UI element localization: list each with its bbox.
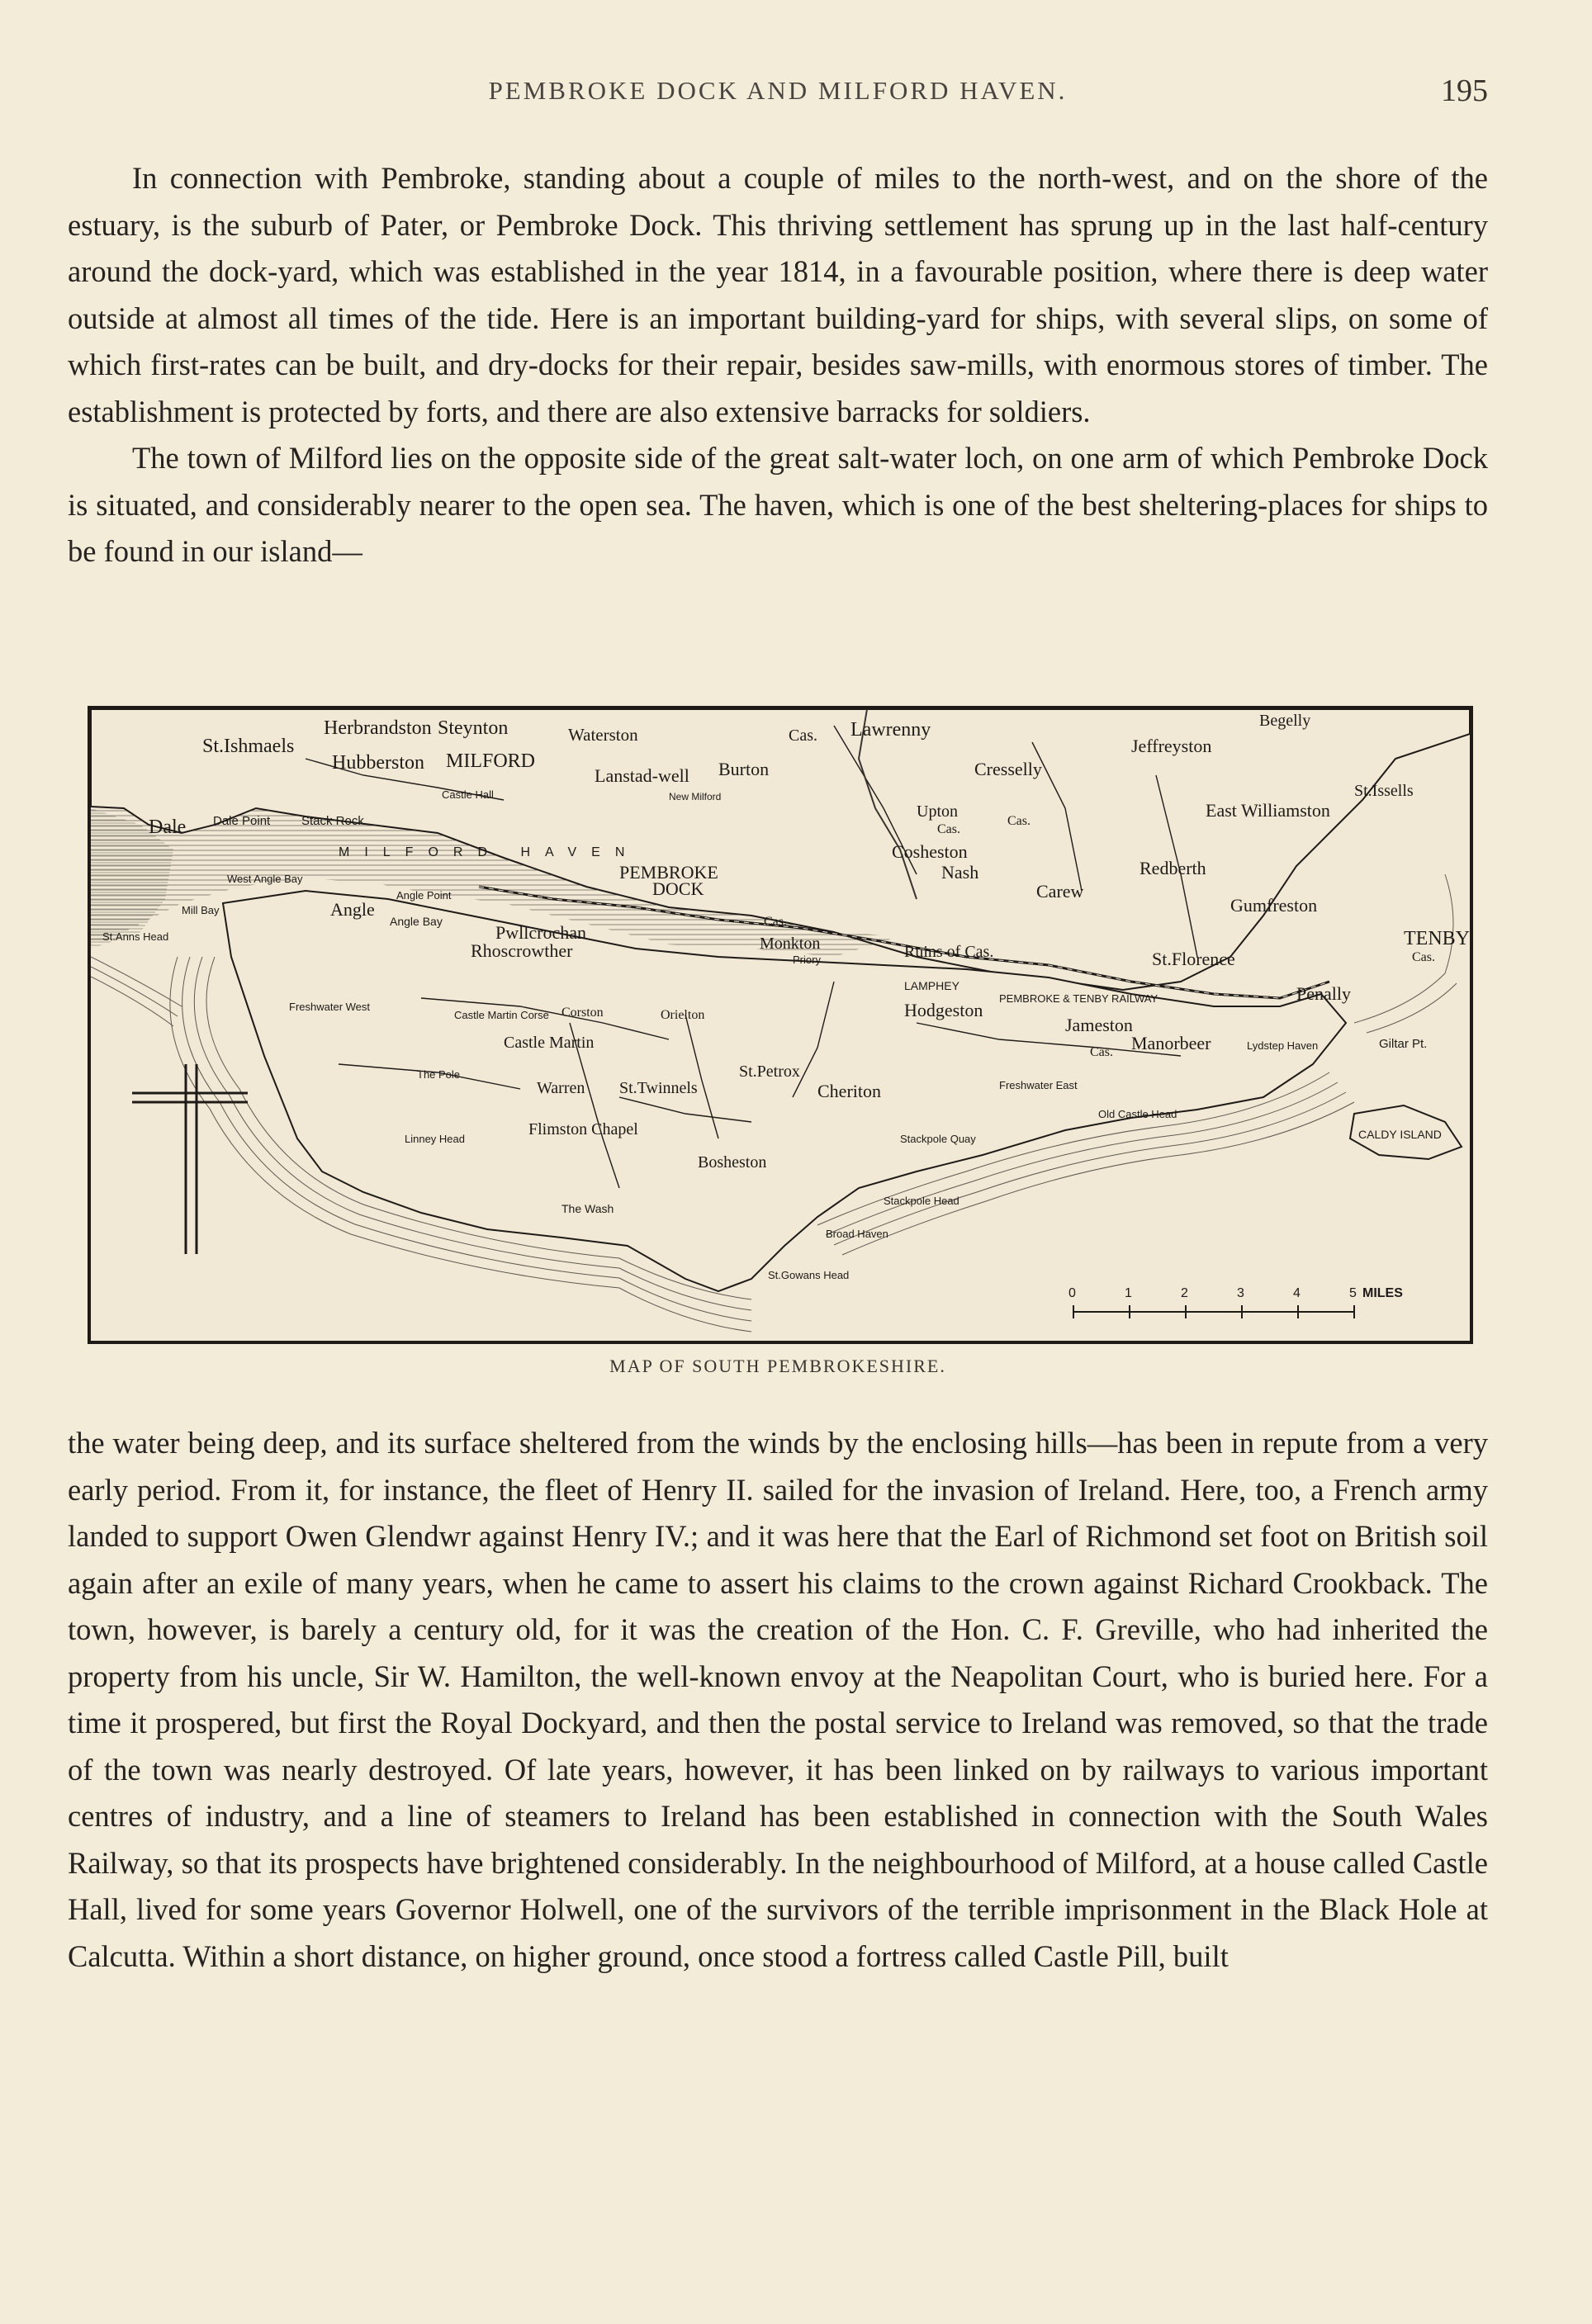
map-label: Cheriton — [817, 1081, 881, 1101]
scale-bar — [1068, 1286, 1403, 1318]
map-label: Penally — [1296, 983, 1351, 1004]
page-number: 195 — [1441, 73, 1488, 108]
map-label: St.Petrox — [739, 1063, 800, 1081]
map-label: Begelly — [1259, 712, 1311, 730]
running-head — [68, 73, 1488, 109]
map-label: New Milford — [669, 791, 722, 802]
map-label: Cas. — [1412, 950, 1435, 964]
map-label: St.Gowans Head — [768, 1269, 850, 1281]
map-label: Castle Martin Corse — [454, 1009, 549, 1021]
map-label: Bosheston — [698, 1153, 767, 1171]
map-label: St.Ishmaels — [202, 736, 295, 757]
paragraph: the water being deep, and its surface sheltered from the winds by the enclosing hills—has been in repute from a very early period. From it, for instance, the fleet of Henry II. sailed for the invasion of Ireland. Here, too, a French army landed to support Owen Glendwr against Henry IV.; and it was here that the Earl of Richmond set foot on British soil again after an exile of many years, when he came to assert his claims to the crown against Richard Crookback. The town, however, is barely a century old, for it was the creation of the Hon. C. F. Greville, who had inherited the property from his uncle, Sir W. Hamilton, the well-known envoy at the Neapolitan Court, who is buried here. For a time it prospered, but first the Royal Dockyard, and then the postal service to Ireland was removed, so that the trade of the town was nearly destroyed. Of late years, however, it has been linked on by railways to various important centres of industry, and a line of steamers to Ireland has been established in connection with the South Wales Railway, so that its prospects have brightened considerably. In the neighbourhood of Milford, at a house called Castle Hall, lived for some years Governor Holwell, one of the survivors of the terrible imprisonment in the Black Hole at Calcutta. Within a short distance, on higher ground, once stood a fortress called Castle Pill, built — [68, 1426, 1488, 1973]
map-label: Herbrandston — [324, 717, 432, 739]
map-label: Nash — [941, 862, 979, 883]
running-title: PEMBROKE DOCK AND MILFORD HAVEN. — [488, 76, 1068, 105]
map-label: Angle Point — [396, 889, 452, 902]
scale-tick-label: 1 — [1125, 1286, 1132, 1300]
map-label: Cas. — [764, 915, 787, 929]
map-label: Lydstep Haven — [1247, 1039, 1319, 1052]
map-label: Jameston — [1065, 1015, 1133, 1035]
map-label: Pwllcrochan — [495, 922, 586, 943]
map-label: Freshwater West — [289, 1001, 371, 1013]
map-label: West Angle Bay — [227, 873, 303, 885]
map-label: Lanstad-well — [595, 765, 689, 786]
map-label: Steynton — [438, 717, 509, 739]
map-label: Angle Bay — [390, 915, 443, 928]
map-label: Priory — [793, 954, 821, 966]
paragraph: The town of Milford lies on the opposite side of the great salt-water loch, on one arm of which Pembroke Dock is situated, and considerably nearer to the open sea. The haven, which is one of the best sheltering-places for ships to be found in our island— — [68, 441, 1488, 568]
map-label: Lawrenny — [850, 719, 931, 741]
map-label: Dale Point — [213, 814, 271, 828]
map-label: Jeffreyston — [1131, 736, 1212, 756]
map-caption: MAP OF SOUTH PEMBROKESHIRE. — [609, 1356, 946, 1376]
map-label: Linney Head — [405, 1133, 465, 1145]
text-block-after-map — [68, 1420, 1488, 1980]
map-of-south-pembrokeshire — [88, 706, 1473, 1344]
map-label: Stackpole Quay — [900, 1133, 976, 1145]
map-label: Old Castle Head — [1098, 1108, 1177, 1120]
map-label: Corston — [561, 1006, 604, 1020]
scale-tick-label: 0 — [1068, 1286, 1076, 1300]
paragraph: In connection with Pembroke, standing about a couple of miles to the north-west, and on the shore of the estuary, is the suburb of Pater, or Pembroke Dock. This thriving settlement has sprung up in the last half-century around the dock-yard, which was established in the year 1814, in a favourable position, where there is deep water outside at almost all times of the tide. Here is an important building-yard for ships, with several slips, on some of which first-rates can be built, and dry-docks for their repair, besides saw-mills, with enormous stores of timber. The establishment is protected by forts, and there are also extensive barracks for soldiers. — [68, 161, 1488, 428]
map-label: Cosheston — [892, 841, 968, 862]
scale-tick-label: 2 — [1181, 1286, 1188, 1300]
map-label: Orielton — [661, 1008, 705, 1022]
map-label: Flimston Chapel — [528, 1120, 638, 1138]
map-label: Stackpole Head — [884, 1195, 959, 1207]
map-label: DOCK — [652, 878, 704, 899]
map-label: The Pole — [417, 1068, 461, 1081]
map-label: Carew — [1036, 881, 1084, 902]
map-label: Gumfreston — [1230, 895, 1318, 916]
map-label: Dale — [149, 816, 187, 838]
map-label: Ruins of Cas. — [904, 943, 994, 961]
scale-unit-label: MILES — [1362, 1286, 1403, 1300]
map-label: Upton — [917, 802, 958, 821]
map-engraving — [91, 709, 1470, 1341]
map-label: Waterston — [568, 725, 638, 745]
map-label: LAMPHEY — [904, 979, 959, 992]
map-label: Monkton — [760, 935, 821, 953]
map-label: Rhoscrowther — [471, 940, 573, 961]
map-label: TENBY — [1404, 928, 1470, 949]
map-label: Freshwater East — [999, 1079, 1078, 1091]
map-label: Manorbeer — [1131, 1033, 1211, 1053]
map-label: Cresselly — [974, 759, 1042, 779]
scale-tick-label: 4 — [1293, 1286, 1301, 1300]
map-label: East Williamston — [1206, 800, 1330, 821]
map-label: Hubberston — [332, 752, 424, 774]
map-label: CALDY ISLAND — [1358, 1128, 1442, 1141]
map-label: Cas. — [1090, 1045, 1113, 1059]
map-label: Castle Martin — [504, 1034, 595, 1052]
map-label: Hodgeston — [904, 1000, 983, 1020]
scale-tick-label: 3 — [1237, 1286, 1244, 1300]
map-label: MILFORD — [446, 750, 536, 772]
map-label: Broad Haven — [826, 1228, 888, 1240]
map-label: PEMBROKE — [619, 862, 718, 883]
map-label: Giltar Pt. — [1379, 1037, 1428, 1051]
text-block-before-map — [68, 155, 1488, 575]
map-label: Warren — [537, 1079, 585, 1097]
scale-tick-label: 5 — [1349, 1286, 1357, 1300]
map-label: Angle — [330, 899, 375, 920]
map-label: Redberth — [1140, 858, 1206, 878]
map-label: Cas. — [789, 727, 817, 745]
map-label: St.Anns Head — [102, 930, 169, 943]
map-label: St.Florence — [1152, 949, 1235, 969]
map-label: St.Twinnels — [619, 1079, 698, 1097]
north-cross-marker — [132, 1064, 248, 1254]
map-label: St.Issells — [1354, 782, 1414, 800]
map-label: PEMBROKE & TENBY RAILWAY — [999, 992, 1158, 1005]
map-label: Cas. — [937, 822, 960, 836]
map-label: MILFORD HAVEN — [339, 845, 640, 859]
map-label: Burton — [718, 759, 770, 779]
map-label: Mill Bay — [182, 904, 220, 916]
map-label: The Wash — [561, 1202, 614, 1215]
map-label: Cas. — [1007, 814, 1031, 828]
map-label: Stack Rock — [301, 814, 364, 828]
map-label: Castle Hall — [442, 788, 494, 801]
